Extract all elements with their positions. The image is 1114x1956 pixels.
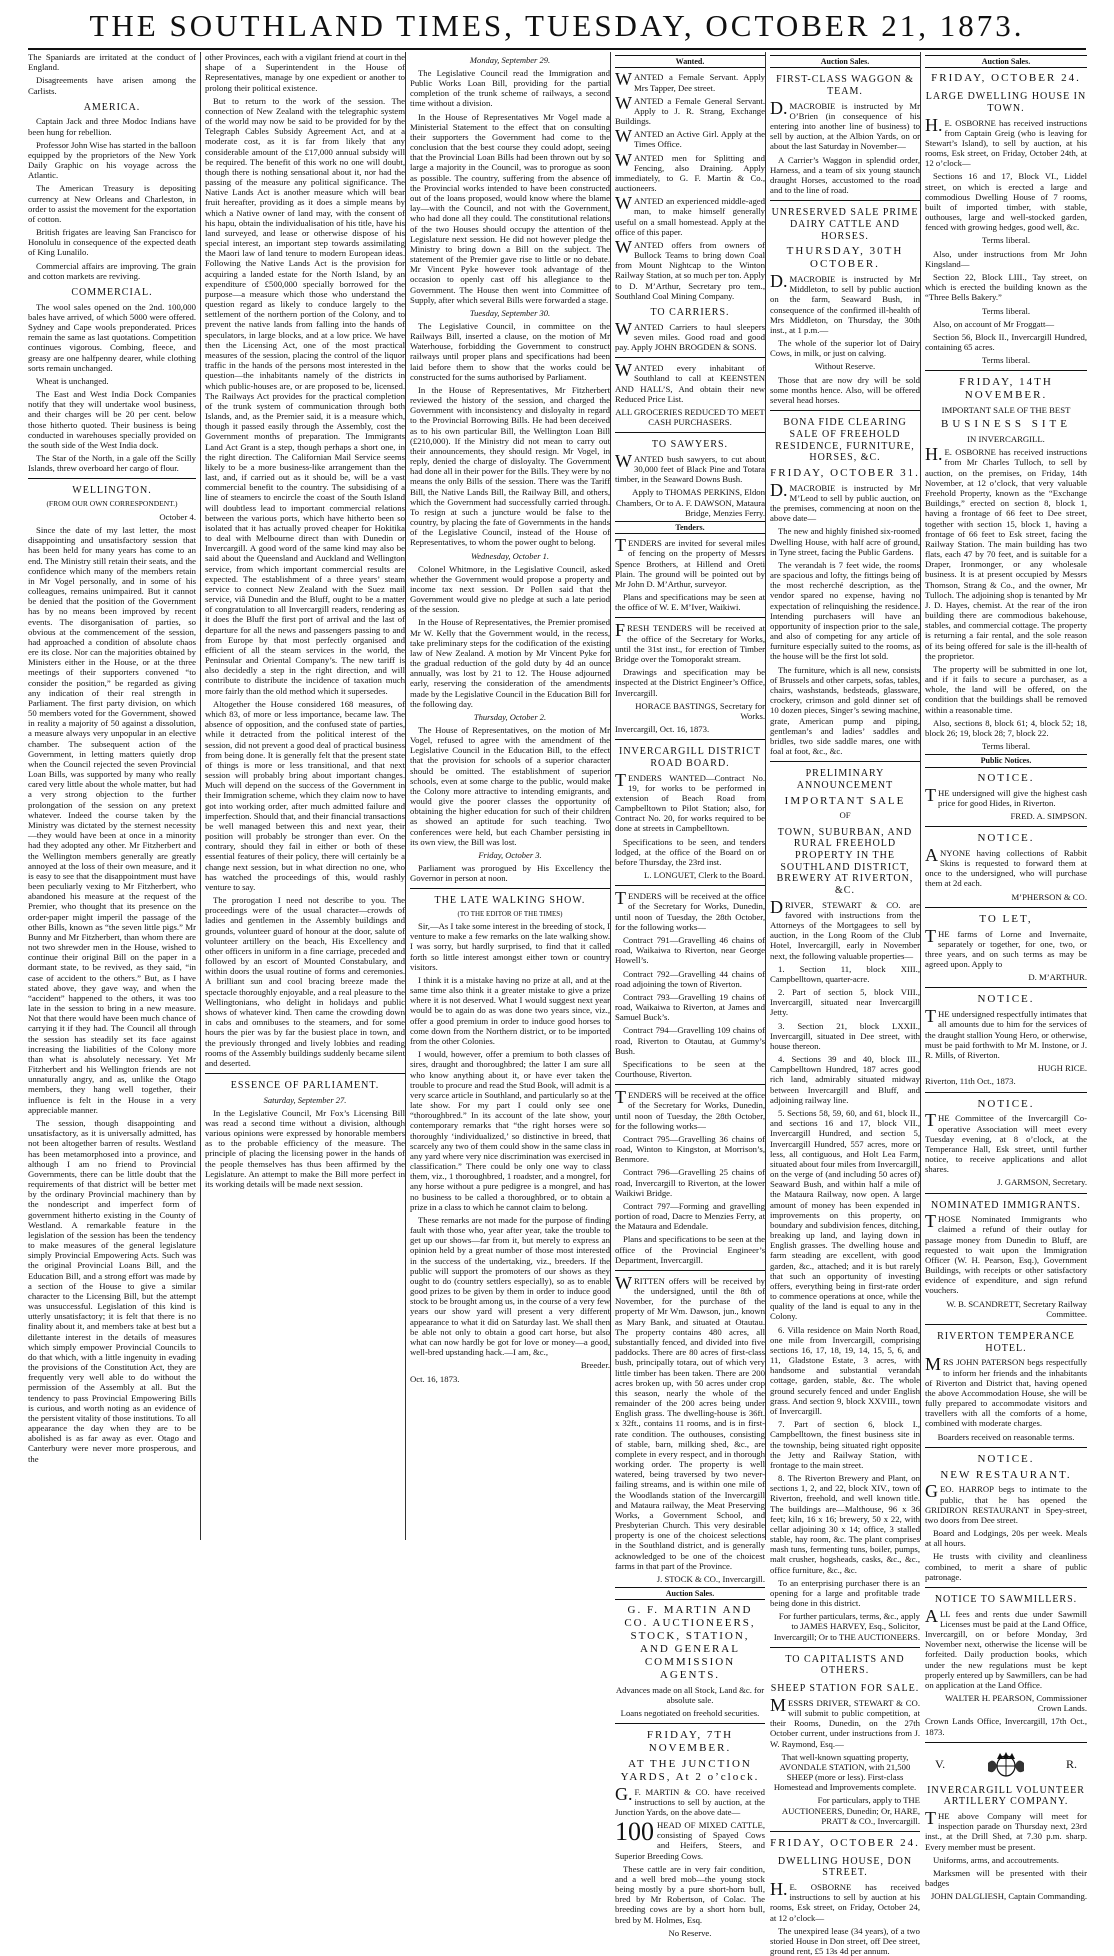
divider xyxy=(615,739,765,740)
ad-heading: TO CARRIERS. xyxy=(650,306,730,318)
notice-heading: NOTICE. xyxy=(977,993,1035,1006)
signature: W. B. SCANDRETT, Secretary Railway Committee. xyxy=(946,1298,1087,1319)
ad-heading: IMPORTANT SALE xyxy=(784,794,906,807)
ad-heading: TO CAPITALISTS AND OTHERS. xyxy=(785,1653,905,1677)
cattle-count: 100 xyxy=(615,1817,654,1847)
masthead xyxy=(28,4,1086,50)
divider xyxy=(615,885,765,886)
signature: M’PHERSON & CO. xyxy=(1011,891,1087,902)
classified-ad: WANTED an experienced middle-aged man, to make himself generally useful on a small homestead. Apply at the office of this paper. xyxy=(615,193,765,237)
ad-heading: LARGE DWELLING HOUSE IN TOWN. xyxy=(925,91,1087,114)
notice-heading: NEW RESTAURANT. xyxy=(940,1468,1072,1481)
public-notice: Marksmen will be presented with their badges xyxy=(925,1867,1087,1889)
ad-heading: FRIDAY, OCTOBER 24. xyxy=(931,72,1081,85)
classified-ad: Also, under instructions from Mr John Kingsland— xyxy=(925,248,1087,269)
classified-ad: FRESH TENDERS will be received at the office of the Secretary for Works, until the 31st inst., for erection of Timber Bridge over the Tomoporakt stream. xyxy=(615,620,765,664)
ad-heading: TO SAWYERS. xyxy=(651,439,729,451)
ad-line: OF xyxy=(839,810,851,821)
column-5 xyxy=(765,52,924,1956)
divider xyxy=(615,1723,765,1724)
paragraph: Colonel Whitmore, in the Legislative Council, asked whether the Government would propose a property and income tax next session. Dr Pollen said that the Government would give no pledge at such a late period of the session. xyxy=(410,563,610,615)
newspaper-title: THE SOUTHLAND TIMES, TUESDAY, OCTOBER 21, 1873. xyxy=(89,8,1025,43)
royal-crest-icon xyxy=(986,1749,1026,1779)
paragraph: The wool sales opened on the 2nd. 100,000 bales have arrived, of which 5000 were offered. Sydney and Cape wools preponderated. Prices remain the same as last quotations. Competition continues vigorous. Combing, fleece, and greasy are one halfpenny dearer, while clothing sorts remain unchanged. xyxy=(28,301,196,373)
newspaper-page xyxy=(28,52,1087,1956)
classified-ad xyxy=(615,1817,765,1861)
classified-ad: WANTED offers from owners of Bullock Teams to bring down Coal from Mount Nightcap to the Winton Railway Station, at so much per ton. Apply to D. M’Arthur, Secretary pro tem., Southland Coal Mining Company. xyxy=(615,236,765,301)
paragraph: Commercial affairs are improving. The grain and cotton markets are reviving. xyxy=(28,260,196,281)
contract-item: Specifications to be seen at the Courthouse, Riverton. xyxy=(615,1058,765,1080)
ad-heading: TOWN, SUBURBAN, AND RURAL FREEHOLD PROPERTY IN THE SOUTHLAND DISTRICT, BREWERY AT RIVERTON, &C. xyxy=(776,826,914,897)
classified-ad: Plans and specifications may be seen at the office of W. E. M’Iver, Waikiwi. xyxy=(615,592,765,613)
classified-ad: DRIVER, STEWART & CO. are favored with instructions from the Attorneys of the Mortgagees to sell by auction, in the Long Room of the Club Hotel, Invercargill, early in November next, the following valuable properties— xyxy=(770,896,920,961)
ad-heading: DWELLING HOUSE, DON STREET. xyxy=(777,1855,913,1879)
column-4 xyxy=(610,52,769,1938)
paragraph: In the House of Representatives Mr Vogel made a Ministerial Statement to the effect that on consulting their supporters the Government had come to the conclusion that the best course they could adopt, seeing that the Provincial Loan Bills had been thrown out by so large a majority in the Council, was to prorogue as soon as possible. The country, suffering from the absence of the Provincial works intended to have been constructed out of the loans proposed, would know where the blame lay—with the Council, and not with the Government, who had done all they could. The constitutional relations of the two Houses should occupy the attention of the Legislature next session. He did not however pledge the Ministry to bring down a Bill on the subject. The statement of the Premier gave rise to little or no debate. Mr Vincent Pyke however took advantage of the occasion to openly cast off his allegiance to the Government. The House then went into Committee of Supply, after which several Bills were forwarded a stage. xyxy=(410,111,610,305)
ad-heading: BONA FIDE CLEARING SALE OF FREEHOLD RESIDENCE, FURNITURE, HORSES, &C. xyxy=(775,417,915,464)
ad-line: Boarders received on reasonable terms. xyxy=(937,1431,1075,1442)
classified-ad: WANTED a Female Servant. Apply Mrs Tapper, Dee street. xyxy=(615,69,765,93)
royal-cipher xyxy=(935,1749,1077,1779)
column-1 xyxy=(28,52,200,1540)
divider xyxy=(410,888,610,889)
public-notice: Board and Lodgings, 20s per week. Meals at all hours. xyxy=(925,1528,1087,1549)
column-2 xyxy=(200,52,409,1540)
paragraph: Sir,—As I take some interest in the breeding of stock, I venture to make a few remarks on the late walking show. I was sorry, but hardly surprised, to find that it called forth so little interest amongst either town or country visitors. xyxy=(410,921,610,972)
ad-line: Terms liberal. xyxy=(981,741,1031,752)
classified-ad: WANTED an Active Girl. Apply at the Times Office. xyxy=(615,126,765,150)
sub-heading: Thursday, October 2. xyxy=(473,711,547,722)
classified-ad: Also, sections 8, block 61; 4, block 52; 18, block 26; 19, block 28; 7, block 22. xyxy=(925,717,1087,738)
divider xyxy=(925,1092,1087,1093)
paragraph: But to return to the work of the session. The connection of New Zealand with the telegraphic system of the world may now be said to be provided for by the Telegraph Cables Subsidy Agreement Act, and at a moderate cost, as it is far from likely that any considerable amount of the £17,000 annual subsidy will be required. The benefit of this work no one will doubt, though there is nothing sensational about it, nor had the passing of the measure any political significance. The Native Lands Act is another measure which will bear fruit hereafter, providing as it does a simple means by which a Native owner of land may, with the consent of his hapu, obtain the individualisation of his title, have his land surveyed, and lease or otherwise dispose of his special interest, an important step towards assimilating the Maori law of land tenure to modern European ideas. Following the Native Lands Act is the provision for acquiring a landed estate for the North Island, by an expenditure of £500,000 specially borrowed for the purpose—a measure which those who understand the question regard as likely to conduce largely to the settlement of the northern portion of the Colony, and to prevent the native lands from falling into the hands of speculators, in large blocks, and at a low price. We have then the Licensing Act, one of the most practical measures of the session, placing the control of the liquor traffic in the hands of the persons most interested in the question—the inhabitants namely of the districts in which public-houses are, or are proposed to be, licensed. The Railways Act provides for the practical completion of the trunk system of communication through both Islands, and, as the Premier said, it is a measure which, though it passed easily through the Assembly, cost the Government months of preparation. The Immigrants Land Act Grant is a step, though perhaps a short one, in the right direction. The Californian Mail Service seems likely to be a more business-like arrangement than the last, and, if carried out as it should be, will be a vast commercial benefit to the country. The subsidising of a line of steamers to encircle the coast of the South Island will doubtless lead to important commercial relations between the various ports, which have hitherto been so isolated that it has actually proved cheaper for Hokitika to deal with Melbourne direct than with Dunedin or Invercargill. A good word of the same kind may also be said about the Queensland and Auckland and Wellington service, from which important commercial results are expected. The establishment of a three years’ steam service to connect New Zealand with the Suez mail service, viâ Dunedin and the Bluff, ought to be a matter of congratulation to all Invercargill readers, rendering as it does the Bluff the first port of arrival and the last of departure for all the news and passengers passing to and from Europe by that most perfectly organised and efficient of all the steam services in the world, the Peninsular and Oriental Company’s. The new tariff is also decidedly a step in the right direction, and will contribute to distribute the incidence of taxation much more fairly than the old method which it supersedes. xyxy=(205,95,405,696)
paragraph: The Legislative Council read the Immigration and Public Works Loan Bill, providing for the partial completion of the trunk scheme of railways, a second time without a division. xyxy=(410,67,610,109)
classified-ad: Drawings and specification may be inspected at the District Engineer’s Office, Invercargill. xyxy=(615,667,765,698)
paragraph: In the Legislative Council, Mr Fox’s Licensing Bill was read a second time without a division, although various opinions were expressed by honorable members as to the probable efficiency of the measure. The principle of placing the licensing power in the hands of the people themselves has thus been affirmed by the Legislature. An attempt to make the Bill more perfect in its working details will be made next session. xyxy=(205,1107,405,1189)
divider xyxy=(205,1073,405,1074)
classified-ad: The unexpired lease (34 years), of a two storied House in Don street, off Dee street, ground rent, £5 13s 4d per annum. xyxy=(770,1925,920,1956)
signature: FRED. A. SIMPSON. xyxy=(1010,810,1087,821)
paragraph: In the House of Representatives, the Premier promised Mr W. Kelly that the Government would, in the recess, take preliminary steps for the codification of the existing law of New Zealand. A motion by Mr Vincent Pyke for the gradual reduction of the gold duty by 4d an ounce annually, was lost by 21 to 12. The House adjourned early, reserving the consideration of the amendments made by the Legislative Council in the Education Bill for the following day. xyxy=(410,617,610,709)
ad-heading: FIRST-CLASS WAGGON & TEAM. xyxy=(776,74,914,98)
column-3 xyxy=(405,52,614,1540)
ad-heading: ALL GROCERIES REDUCED TO MEET CASH PURCHASERS. xyxy=(615,406,765,428)
notice-heading: NOTICE. xyxy=(977,1452,1035,1465)
signature: L. LONGUET, Clerk to the Board. xyxy=(644,870,765,881)
ad-heading: FRIDAY, OCTOBER 24. xyxy=(770,1836,920,1849)
public-notice: MRS JOHN PATERSON begs respectfully to inform her friends and the inhabitants of Riverton and District that, having opened the above Accommodation House, she will be fully prepared to accommodate visitors and travellers with all the comforts of a home, combined with moderate charges. xyxy=(925,1354,1087,1429)
paragraph: The House of Representatives, on the motion of Mr Vogel, refused to agree with the amendment of the Legislative Council in the Education Bill, to the effect that the provision for schools of a superior character should be omitted. The establishment of superior schools, even at some charge to the public, would make the Colony more attractive to intending emigrants, and would give the poorer classes the opportunity of obtaining the higher education for such of their children as showed an aptitude for such teaching. Two conferences were held, but each Chamber persisting in its own view, the Bill was lost. xyxy=(410,724,610,847)
sub-heading: Monday, September 29. xyxy=(469,55,551,65)
contract-item: Contract 795—Gravelling 36 chains of road, Winton to Kingston, at Morrison’s, Benmore. xyxy=(615,1133,765,1165)
contract-item: Contract 797—Forming and gravelling portion of road, Dacre to Menzies Ferry, at the Mataura and Edendale. xyxy=(615,1200,765,1232)
lot-item: To an enterprising purchaser there is an opening for a large and profitable trade being done in this district. xyxy=(770,1577,920,1609)
paragraph: In the House of Representatives, Mr Fitzherbert reviewed the history of the session, and charged the Government with inconsistency and disloyalty in regard to the Provincial Borrowing Bills. He had been deceived as to his own particular Bill, the Wellington Loan Bill (£210,000). If the Ministry did not mean to carry out their announcements, they should resign. Mr Vogel, in reply, denied the charge of disloyalty. The Government had done all in their power for the Bills. They were by no means the only Bills of the session. There was the Tariff Bill, the Native Lands Bill, the Railway Bill, and others, which the Government had successfully carried through. To resign at such a juncture would be false to the country, by placing the fate of Governments in the hands of the Legislative Council, instead of the House of Representatives, to whom the power ought to belong. xyxy=(410,384,610,548)
divider xyxy=(925,1447,1087,1448)
notice-heading: NOTICE. xyxy=(977,832,1035,845)
section-heading: COMMERCIAL. xyxy=(71,286,153,298)
paragraph: Disagreements have arisen among the Carlists. xyxy=(28,75,196,96)
signature: HORACE BASTINGS, Secretary for Works. xyxy=(635,700,765,721)
divider xyxy=(925,1324,1087,1325)
divider xyxy=(770,200,920,201)
public-notice: Uniforms, arms, and accoutrements. xyxy=(933,1854,1059,1865)
signature: WALTER H. PEARSON, Commissioner Crown Lands. xyxy=(945,1693,1087,1714)
classified-ad: Sections 16 and 17, Block VI., Liddel street, on which is erected a large and commodious Dwelling House of 7 rooms, built of imported timber, with stable, outhouses, large and well-stocked garden, fenced with growing hedges, good well, &c. xyxy=(925,171,1087,233)
public-notice: THE undersigned will give the highest cash price for good Hides, in Riverton. xyxy=(925,784,1087,808)
paragraph: The Spaniards are irritated at the conduct of England. xyxy=(28,52,196,73)
paragraph: Captain Jack and three Modoc Indians have been hung for rebellion. xyxy=(28,116,196,137)
ad-heading: PRELIMINARY ANNOUNCEMENT xyxy=(796,768,894,791)
classified-ad: Section 22, Block LIII., Tay street, on which is erected the building known as the “Three Bells Bakery.” xyxy=(925,272,1087,303)
classified-ad: MESSRS DRIVER, STEWART & CO. will submit to public competition, at their Rooms, Dunedin, on the 27th October current, under instructions from J. W. Raymond, Esq.— xyxy=(770,1694,920,1749)
paragraph: Wheat is unchanged. xyxy=(36,375,109,386)
dateline: Oct. 16, 1873. xyxy=(410,1373,460,1384)
dateline: Crown Lands Office, Invercargill, 17th Oct., 1873. xyxy=(925,1716,1087,1737)
dateline: October 4. xyxy=(159,511,196,522)
public-notice: THE farms of Lorne and Invernaite, separately or together, for one, two, or three years, and on such terms as may be agreed upon. Apply to xyxy=(925,925,1087,970)
cipher-letter-v: V. xyxy=(935,1756,946,1771)
byline: (FROM OUR OWN CORRESPONDENT.) xyxy=(46,499,178,509)
cipher-letter-r: R. xyxy=(1065,1756,1077,1771)
divider xyxy=(615,357,765,358)
public-notice: He trusts with civility and cleanliness combined, to merit a share of public patronage. xyxy=(925,1551,1087,1582)
classified-ad: These cattle are in very fair condition, and a well bred mob—the young stock being mostly by a pure short-horn bull, bred by Mr Robertson, of Colac. The breeding cows are by a short horn bull, bred by M. Holmes, Esq. xyxy=(615,1863,765,1925)
notice-heading: NOTICE. xyxy=(977,771,1035,784)
ad-heading: UNRESERVED SALE PRIME DAIRY CATTLE AND HORSES. xyxy=(771,207,919,242)
column-6 xyxy=(920,52,1087,1902)
ad-line: Terms liberal. xyxy=(981,235,1031,246)
section-banner: Auction Sales. xyxy=(925,55,1087,68)
public-notice: ANYONE having collections of Rabbit Skins is requested to forward them at once to the undersigned, who will purchase them at 2d each. xyxy=(925,844,1087,889)
lot-item: 8. The Riverton Brewery and Plant, on sections 1, 2, and 22, block XIV., town of Riverton, freehold, and well known title. The buildings are—Malthouse, 96 x 36 feet; kiln, 16 x 16; brewery, 50 x 22, with cellar adjoining 30 x 14; office, 3 stalled stable, hay room, &c. The plant comprises mash tuns, fermenting tuns, boiler, pumps, malt crusher, hogsheads, casks, &c., &c., office furniture, &c., &c. xyxy=(770,1473,920,1575)
divider xyxy=(925,370,1087,371)
classified-ad: TENDERS will be received at the office of the Secretary for Works, Dunedin, until noon of Tuesday, the 28th October, for the following works— xyxy=(615,888,765,932)
notice-heading: NOMINATED IMMIGRANTS. xyxy=(931,1199,1081,1211)
section-banner: Auction Sales. xyxy=(615,1587,765,1600)
classified-ad: G.F. MARTIN & CO. have received instructions to sell by auction, at the Junction Yards, on the above date— xyxy=(615,1783,765,1817)
divider xyxy=(770,410,920,411)
ad-heading: THURSDAY, 30TH OCTOBER. xyxy=(786,245,904,271)
paragraph: Since the date of my last letter, the most disappointing and unsatisfactory session that has been held for many years has come to an end. The Ministry still retain their seats, and the confidence which many of the members retain in Mr Vogel personally, and in some of his colleagues, remains unimpaired. But it cannot be denied that the position of the Government has by no means been improved by recent events. The disorganisation of parties, so obvious at the commencement of the session, had approached a condition of absolute chaos ere its close. Nor can the majorities obtained by Ministers either in the House, or at the three meetings of their supporters convened “to consider the position,” be regarded as giving any indication of their real strength in Parliament. The first party division, on which 50 members voted for the Government, showed in reality a majority of 50 against a dissolution, a measure always very unpopular in an elective chamber. The subsequent action of the Government, in letting matters quietly drop when the Council rejected the seven Provincial Loan Bills, was supported by many who really cared very little about the whole matter, but had a very strong objection to the further prolongation of the session on any pretext whatever. Indeed the course taken by the Ministry was dictated by the sternest necessity—they would have been at once in a minority had they adopted any other. Mr Fitzherbert and the Wellington members generally are greatly annoyed at the loss of their own measure, and it is easy to see that the disappointment must have been peculiarly vexing to Mr Fitzherbert, who abandoned his measure at the request of the Premier, who thought that its presence on the order-paper might imperil the passage of the other Bills, known as “the seven little pigs.” Mr Bunny and Mr Fitzherbert, than whom there are not two shrewder men in the House, wished to continue their original Bill on the paper in a dormant state, to be revived, as they said, “in case of accident to the others.” But, as I have stated above, they gave way, and when the “accident” happened to the others, it was too late in the session to bring in a new measure. Not that there would have been much chance of carrying it if they had. The Council all through the session has steadily set its face against increasing the liabilities of the Colony more than what is absolutely necessary. Yet Mr Fitzherbert and his Wellington friends are not unnaturally angry, and as, unlike the Otago members, they hang well together, their influence is felt in the House in a very appreciable manner. xyxy=(28,525,196,1115)
divider xyxy=(28,478,196,479)
section-banner: Wanted. xyxy=(615,55,765,68)
paragraph: The session, though disappointing and unsatisfactory, as it is universally admitted, has not been altogether barren of results. Westland has been metamorphosed into a province, and although I am no friend to Provincial Governments, there can be little doubt that the requirements of that district will be better met by the ordinary Provincial machinery than by the nondescript and imperfect form of government hitherto existing in the County of Westland. A remarkable feature in the legislation of the session has been the tendency to make measures of the general legislature simply Provincial Empowering Acts. Such was the original Provincial Loans Bill, and the Education Bill, and a strong effort was made by a section of the House to give a similar character to the Licensing Bill, but the attempt was unsuccessful. Legislation of this kind is utterly unsatisfactory; it is felt that there is no finality about it, and members take at best but a dilettante interest in the details of measures which simply empower Provincial Councils to do that which, with a little ingenuity in evading the provisions of the Constitution Act, they are frequently very well able to do without the permission of the Assembly at all. But the tendency to pass Provincial Empowering Bills is curious, and worth noting as an evidence of the persistent vitality of those institutions. To all appearance the day when they are to be abolished is as far away as ever. Otago and Canterbury were never more prosperous, and the xyxy=(28,1117,196,1464)
public-notice: GEO. HARROP begs to intimate to the public, that he has opened the GRIDIRON RESTAURANT in Spey-street, two doors from Dee street. xyxy=(925,1481,1087,1525)
contract-item: Plans and specifications to be seen at the office of the Provincial Engineer’s Department, Invercargill. xyxy=(615,1234,765,1265)
lot-item: 7. Part of section 6, block I., Campbelltown, the finest business site in the township, being situated right opposite the Jetty and Railway Station, with frontage to the main street. xyxy=(770,1419,920,1470)
ad-heading: FRIDAY, 7TH NOVEMBER. xyxy=(646,1729,734,1755)
sub-heading: Friday, October 3. xyxy=(478,849,542,860)
ad-line: Terms liberal. xyxy=(981,305,1031,316)
public-notice: THE Committee of the Invercargill Co-operative Association will meet every Tuesday evening, at 8 o’clock, at the Temperance Hall, Esk street, until further notice, to receive applications and allot shares. xyxy=(925,1110,1087,1175)
ad-heading: SHEEP STATION FOR SALE. xyxy=(770,1683,920,1695)
classified-ad: WRITTEN offers will be received by the undersigned, until the 8th of November, for the purchase of the property of Mr Wm. Dawson, jun., known as Mary Bank, and situated at Otautau. The property contains 480 acres, all substantially fenced, and divided into five paddocks. There are 80 acres of first-class bush, principally totara, out of which very little timber has been taken. There are 200 acres broken up, with 50 acres under crop this season, nearly the whole of the remainder of the 200 acres being under English grass. The dwelling-house is 36ft. x 32ft., contains 11 rooms, and is in first-rate condition. The outhouses, consisting of stable, barn, milking shed, &c., are complete in every respect, and in thorough working order. The property is well watered, being traversed by two never-failing streams, and is within one mile of the Woodlands station of the Invercargill and Mataura railway, the Meat Preserving Works, a Government School, and Presbyterian Church. This very desirable property is one of the choicest selections in the Southland district, and is generally acknowledged to be one of the choicest farms in that part of the Province. xyxy=(615,1272,765,1571)
notice-heading: RIVERTON TEMPERANCE HOTEL. xyxy=(937,1330,1075,1354)
ad-contact: For further particulars, terms, &c., apply to JAMES HARVEY, Esq., Solicitor, Invercargill; Or to THE AUCTIONEERS. xyxy=(773,1611,920,1642)
paragraph: British frigates are leaving San Francisco for Honolulu in consequence of the expected death of King Lunalilo. xyxy=(28,227,196,258)
signature: JOHN DALGLIESH, Captain Commanding. xyxy=(930,1891,1087,1902)
classified-ad: TENDERS will be received at the office of the Secretary for Works, Dunedin, until noon of Tuesday, the 28th October, for the following works— xyxy=(615,1087,765,1131)
public-notice: THOSE Nominated Immigrants who claimed a refund of their outlay for passage money from Dunedin to Bluff, are requested to wait upon the Immigration Officer (W. H. Pearson, Esq.), Government Buildings, with receipts or other satisfactory evidence of expenditure, and sign refund vouchers. xyxy=(925,1211,1087,1296)
divider xyxy=(615,432,765,433)
ad-heading: AT THE JUNCTION YARDS, At 2 o’clock. xyxy=(620,1757,760,1783)
section-banner: Public Notices. xyxy=(925,754,1087,767)
classified-ad: D.MACROBIE is instructed by Mr Middleton, to sell by public auction on the farm, Seaward Bush, in consequence of the confirmed ill-health of Mrs Middleton, on Thursday, the 30th inst., at 1 p.m.— xyxy=(770,271,920,335)
ad-contact: For particulars, apply to THE AUCTIONEERS, Dunedin; Or, HARE, PRATT & CO., Invercargill. xyxy=(781,1795,920,1826)
notice-heading: TO LET, xyxy=(979,912,1033,925)
cattle-description: HEAD OF MIXED CATTLE, consisting of Spayed Cows and Heifers, Steers, and Superior Breeding Cows. xyxy=(615,1820,765,1861)
divider xyxy=(770,1831,920,1832)
paragraph: I would, however, offer a premium to both classes of sires, draught and thoroughbred; the latter I am sure all who know anything about it, or have ever taken the trouble to procure and read the Stud Book, will admit is a very scarce article in Southland, and particularly so at the late show. For my part I could only see one “thoroughbred.” In its account of the late show, your contemporary remarks that “the right horses were so thoroughly ‘individualized,’ so distinctive in breed, that scarcely any two of them could show in the same class in any yard where very nice discrimination was exercised in classification.” There could be only one way to class them, viz., 1 thoroughbred, 1 roadster, and a mongrel, for any horse without a pure pedigree is a mongrel, and has no business to be called a thoroughbred, or to obtain a prize in a class to which he cannot claim to belong. xyxy=(410,1049,610,1212)
classified-ad: TENDERS are invited for several miles of fencing on the property of Messrs Spence Brothers, at Hillend and Oreti Plain. The ground will be pointed out by Mr John D. M’Arthur, surveyor. xyxy=(615,535,765,589)
notice-heading: NOTICE. xyxy=(977,1097,1035,1110)
section-heading: AMERICA. xyxy=(83,101,141,113)
ad-heading: G. F. MARTIN AND CO. AUCTIONEERS, STOCK, STATION, AND GENERAL COMMISSION AGENTS. xyxy=(624,1604,756,1681)
signature: J. GARMSON, Secretary. xyxy=(997,1177,1087,1188)
divider xyxy=(925,1742,1087,1743)
signature: J. STOCK & CO., Invercargill. xyxy=(656,1573,765,1584)
divider xyxy=(770,1647,920,1648)
divider xyxy=(615,1270,765,1271)
classified-ad: D.MACROBIE is instructed by Mr O’Brien (in consequence of his entering into another line of business) to sell by auction, at the Albion Yards, on or about the last Saturday in November— xyxy=(770,97,920,152)
sub-heading: Saturday, September 27. xyxy=(263,1094,347,1105)
section-heading: THE LATE WALKING SHOW. xyxy=(434,895,586,907)
ad-contact: Apply to THOMAS PERKINS, Eldon Chambers, Or to A. F. DAWSON, Mataura Bridge, Menzies Ferry. xyxy=(615,487,765,518)
ad-line: No Reserve. xyxy=(668,1927,712,1938)
contract-item: Contract 792—Gravelling 44 chains of road adjoining the town of Riverton. xyxy=(615,968,765,989)
classified-ad: The property will be submitted in one lot, and if it fails to secure a purchaser, as a whole, the land will be offered, on the condition that the buildings shall be removed within a reasonable time. xyxy=(925,663,1087,715)
contract-item: Contract 791—Gravelling 46 chains of road, Waikaiwa to Riverton, near George Howell’s. xyxy=(615,934,765,966)
sub-heading: Tuesday, September 30. xyxy=(469,307,551,318)
lot-item: 2. Part of section 5, block VIII., Invercargill, situated near Invercargill Jetty. xyxy=(770,987,920,1018)
notice-heading: INVERCARGILL VOLUNTEER ARTILLERY COMPANY. xyxy=(927,1784,1085,1808)
classified-ad: H.E. OSBORNE has received instructions to sell by auction at his rooms, Esk street, on Friday, October 24, at 12 o’clock— xyxy=(770,1879,920,1923)
classified-ad: Also, on account of Mr Froggatt— xyxy=(933,318,1055,329)
classified-ad: The whole of the superior lot of Dairy Cows, in milk, or just on calving. xyxy=(770,338,920,359)
paragraph: These remarks are not made for the purpose of finding fault with those who, year after year, take the trouble to get up our shows—far from it, but merely to express an opinion held by a great number of those most interested in the success of the undertaking, viz., breeders. If the public will support the promoters of our shows as they ought to do (country settlers especially), so as to enable good prizes to be given by them in order to induce good stock to be brought among us, in the course of a very few years our show yard will present a very different appearance to what it did on Saturday last. We shall then be able not only to obtain a good cart horse, but also what can now hardly be got for love or money—a good, well-bred upstanding hack.—I am, &c., xyxy=(410,1214,610,1358)
contract-item: Contract 793—Gravelling 19 chains of road, Waikaiwa to Riverton, at James and Samuel Buck’s. xyxy=(615,991,765,1023)
paragraph: The prorogation I need not describe to you. The proceedings were of the usual character—crowds of ladies and gentlemen in the Assembly buildings and grounds, volunteer guard of honour at the door, salute of volunteer artillery on the beach, His Excellency and other officers in uniform in a fine carriage, preceded and followed by an escort of Mounted Constabulary, and within doors the usual routine of forms and ceremonies. A brilliant sun and cool bracing breeze made the spectacle thoroughly enjoyable, and a real pleasure to the Wellingtonians, who delight in holidays and public shows of whatever kind. Then came the crowding down in cabs and omnibuses to the steamers, and for some hours the pier was by far the busiest place in town, and the previously thronged and lively lobbies and reading rooms of the Assembly buildings suddenly became silent and deserted. xyxy=(205,895,405,1068)
paragraph: The American Treasury is depositing currency at New Orleans and Charleston, in order to assist the movement for the exportation of cotton. xyxy=(28,183,196,224)
notice-heading: NOTICE TO SAWMILLERS. xyxy=(934,1594,1078,1605)
divider xyxy=(615,617,765,618)
ad-line: Terms liberal. xyxy=(981,355,1031,366)
section-heading: ESSENCE OF PARLIAMENT. xyxy=(230,1080,380,1092)
classified-ad: WANTED men for Splitting and Fencing, also Draining. Apply immediately, to G. F. Martin & Co., auctioneers. xyxy=(615,149,765,194)
classified-ad: H.E. OSBORNE has received instructions from Mr Charles Tulloch, to sell by auction, on the premises, on Friday, 14th November, at 12 o’clock, that very valuable Freehold Property, known as the “Exchange Buildings,” erected on section 8, block 1, having a frontage of 66 feet to Dee street, together with section 15, block 1, having a frontage of 66 feet to Esk street, facing the Railway Station. The main building has two flats, each 47 by 70 feet, and is suitable for a Draper, Ironmonger, or any wholesale business. It is at present occupied by Messrs Thomson, Strang & Co., and the owner, Mr Tulloch. The adjoining shop is tenanted by Mr J. D. Hayes, chemist. At the rear of the iron building there are commodious bakehouse, stables, and commercial cottage. The property is returning a fair rental, and the sole reason of its being offered for sale is the ill-health of the proprietor. xyxy=(925,444,1087,661)
section-banner: Tenders. xyxy=(615,521,765,534)
divider xyxy=(925,826,1087,827)
ad-heading: FRIDAY, OCTOBER 31. xyxy=(770,466,920,479)
ad-heading: BUSINESS SITE xyxy=(941,418,1071,431)
section-heading: WELLINGTON. xyxy=(72,485,152,497)
ad-heading: FRIDAY, 14TH NOVEMBER. xyxy=(959,376,1053,402)
divider xyxy=(925,907,1087,908)
classified-ad: The furniture, which is all new, consists of Brussels and other carpets, sofas, tables, chairs, washstands, bedsteads, glassware, crockery, crimson and gold dinner set of 10 dozen pieces, Singer’s sewing machine, grate, American pump and piping, gentleman’s and ladies’ saddles and bridles, two side saddle mares, one with foal at foot, &c., &c. xyxy=(770,664,920,757)
classified-ad: Section 56, Block II., Invercargill Hundred, containing 65 acres. xyxy=(925,331,1087,353)
paragraph: The Legislative Council, in committee on the Railways Bill, inserted a clause, on the motion of Mr Waterhouse, forbidding the Government to construct railways until proper plans and specifications had been laid before them to show that the works could be constructed for the sums authorised by Parliament. xyxy=(410,320,610,382)
classified-ad: H.E. OSBORNE has received instructions from Captain Greig (who is leaving for Stewart’s Island), to sell by auction, at his rooms, Esk street, on Friday, October 24th, at 12 o’clock— xyxy=(925,114,1087,169)
paragraph: Altogether the House considered 168 measures, of which 83, of more or less importance, became law. The absence of opposition, and the confused state of parties, while it detracted from the political interest of the session, did not prevent a good deal of practical business from being done. It is generally felt that the present state of things is more or less transitional, and that next session will probably bring about important changes. Much will depend on the success of the Government in their Immigration scheme, which they claim now to have got into working order, after much admitted failure and imperfection. Should that, and their financial transactions be well managed between this and next year, their position will probably be stronger than ever. On the contrary, should they fail in either or both of these essential features of their policy, there will certainly be a change next session, but in what direction no one, who has watched the proceedings of this, would rashly venture to say. xyxy=(205,698,405,892)
classified-ad: The new and highly finished six-roomed Dwelling House, with half acre of ground, in Tyne street, facing the Public Gardens. xyxy=(770,526,920,557)
signature: D. M’ARTHUR. xyxy=(1028,972,1087,983)
paragraph: Parliament was prorogued by His Excellency the Governor in person at noon. xyxy=(410,862,610,884)
lot-item: 5. Sections 58, 59, 60, and 61, block II., and sections 16 and 17, block VII., Invercargill Hundred, and section 5, Invercargill Hundred, 557 acres, more or less, all contiguous, and Holt Lea Farm, situated about four miles from Invercargill, on the verge of (and including 50 acres of) Seaward Bush, and within half a mile of the Mataura Railway, now open. A large amount of money has been expended in improvements on this property, on boundary and subdivision fences, ditching, breaking up land, and laying down in English grasses. The dwelling house and farm steading are excellent, with good garden, &c., attached; and it is but rarely that such an opportunity of investing offers, everything being in first-rate order to commence operations at once, while the quality of the land is equal to any in the Colony. xyxy=(770,1108,920,1322)
divider xyxy=(925,987,1087,988)
contract-item: Contract 796—Gravelling 25 chains of road, Invercargill to Riverton, at the lower Waikiwi Bridge. xyxy=(615,1167,765,1198)
lot-item: 4. Sections 39 and 40, block III., Campbelltown Hundred, 187 acres good rich land, admirably situated midway between Invercargill and Bluff, and adjoining railway line. xyxy=(770,1054,920,1105)
dateline: Invercargill, Oct. 16, 1873. xyxy=(615,724,710,735)
paragraph: I think it is a mistake having no prize at all, and at the same time also think it a greater mistake to give a prize where it is not deserved. What I would suggest next year would be to again do as was done two years since, viz., offer a good premium in order to induce good horses to come down from the Northern district, or to be imported from the other Colonies. xyxy=(410,974,610,1046)
ad-line: Without Reserve. xyxy=(814,361,876,372)
classified-ad: A Carrier’s Waggon in splendid order, Harness, and a team of six young staunch draught Horses, accustomed to the road and to the line of road. xyxy=(770,154,920,196)
ad-heading: INVERCARGILL DISTRICT ROAD BOARD. xyxy=(618,746,761,769)
byline: (TO THE EDITOR OF THE TIMES) xyxy=(457,909,563,918)
classified-ad: D.MACROBIE is instructed by Mr M’Leod to sell by public auction, on the premises, commencing at noon on the above date— xyxy=(770,479,920,524)
ad-line: Advances made on all Stock, Land &c. for absolute sale. xyxy=(615,1684,765,1705)
sub-heading: Wednesday, October 1. xyxy=(470,550,550,561)
classified-ad: WANTED bush sawyers, to cut about 30,000 feet of Black Pine and Totara timber, in the Seaward Downs Bush. xyxy=(615,450,765,485)
ad-heading: IMPORTANT SALE OF THE BEST xyxy=(941,405,1071,416)
classified-ad: That well-known squatting property, AVONDALE STATION, with 21,500 SHEEP (more or less). First-class Homestead and Improvements complete. xyxy=(773,1751,917,1793)
classified-ad: WANTED a Female General Servant. Apply to J. R. Strang, Exchange Buildings. xyxy=(615,92,765,127)
paragraph: other Provinces, each with a vigilant friend at court in the shape of a Superintendent in the House of Representatives, manage by one expedient or another to prolong their political existence. xyxy=(205,52,405,93)
paragraph: The East and West India Dock Companies notify that they will undertake wool business, and their charges will be 20 per cent. below those hitherto quoted. Their business is being conducted in warehouses specially provided on the south side of the West India dock. xyxy=(28,389,196,450)
classified-ad: WANTED every inhabitant of Southland to call at KEENSTEN AND HALL’S, And obtain their new Reduced Price List. xyxy=(615,360,765,404)
public-notice: THE above Company will meet for inspection parade on Thursday next, 23rd inst., at the Drill Shed, at 7.30 p.m. sharp. Every member must be present. xyxy=(925,1808,1087,1852)
public-notice: THE undersigned respectfully intimates that all amounts due to him for the services of the draught stallion Young Hero, or otherwise, must be paid forthwith to Mr M. Instone, or J. R. Mills, of Riverton. xyxy=(925,1006,1087,1060)
divider xyxy=(770,761,920,762)
dateline: Riverton, 11th Oct., 1873. xyxy=(925,1076,1016,1087)
divider xyxy=(615,1084,765,1085)
lot-item: 6. Villa residence on Main North Road, one mile from Invercargill, comprising sections 16, 17, 18, 19, 14, 15, 5, 6, and 11, Gladstone Estate, 3 acres, with handsome and substantial verandah cottage, garden, stable, &c. The whole ground securely fenced and under English grass. And section 9, block XXVIII., town of Invercargill. xyxy=(770,1324,920,1416)
lot-item: 1. Section 11, block XIII., Campbelltown, quarter-acre. xyxy=(770,963,920,984)
classified-ad: WANTED Carriers to haul sleepers seven miles. Good road and good pay. Apply JOHN BROGDEN & SONS. xyxy=(615,318,765,352)
section-banner: Auction Sales. xyxy=(770,55,920,68)
divider xyxy=(925,1193,1087,1194)
ad-heading: IN INVERCARGILL. xyxy=(967,434,1045,445)
signature: Breeder. xyxy=(580,1360,610,1371)
public-notice: ALL fees and rents due under Sawmill Licenses must be paid at the Land Office, Invercargill, on or before Monday, 3rd November next, otherwise the license will be forfeited. Daily production books, which under the new regulations must be kept properly entered up by Sawmillers, can be had on application at the Land Office. xyxy=(925,1605,1087,1690)
signature: HUGH RICE. xyxy=(1037,1063,1087,1074)
classified-ad: Specifications to be seen, and tenders lodged, at the office of the Board on or before Thursday, the 23rd inst. xyxy=(615,836,765,867)
contract-item: Contract 794—Gravelling 109 chains of road, Riverton to Otautau, at Gummy’s Bush. xyxy=(615,1025,765,1056)
paragraph: The Star of the North, in a gale off the Scilly Islands, threw overboard her cargo of flour. xyxy=(28,453,196,474)
classified-ad: TENDERS WANTED—Contract No. 19, for works to be performed in extension of Beach Road from Campbelltown to Pilot Station; also, for Contract No. 20, for works required to be done at streets in Campbelltown. xyxy=(615,769,765,834)
paragraph: Professor John Wise has started in the balloon equipped by the proprietors of the New York Daily Graphic on his voyage across the Atlantic. xyxy=(28,139,196,181)
classified-ad: Those that are now dry will be sold some months hence. Also, will be offered several head horses. xyxy=(770,374,920,405)
classified-ad: The verandah is 7 feet wide, the rooms are spacious and lofty, the fittings being of the most recherché description, as the vendor spared no expense, having no expectation of relinquishing the residence. Intending purchasers will have an opportunity of inspection prior to the sale, and also of competing for any article of furniture especially suited to the rooms, as the house will be the first lot sold. xyxy=(770,559,920,662)
lot-item: 3. Section 21, block LXXII., Invercargill, situated in Dee street, with house thereon. xyxy=(770,1020,920,1051)
divider xyxy=(925,1587,1087,1588)
ad-line: Loans negotiated on freehold securities. xyxy=(620,1707,760,1718)
